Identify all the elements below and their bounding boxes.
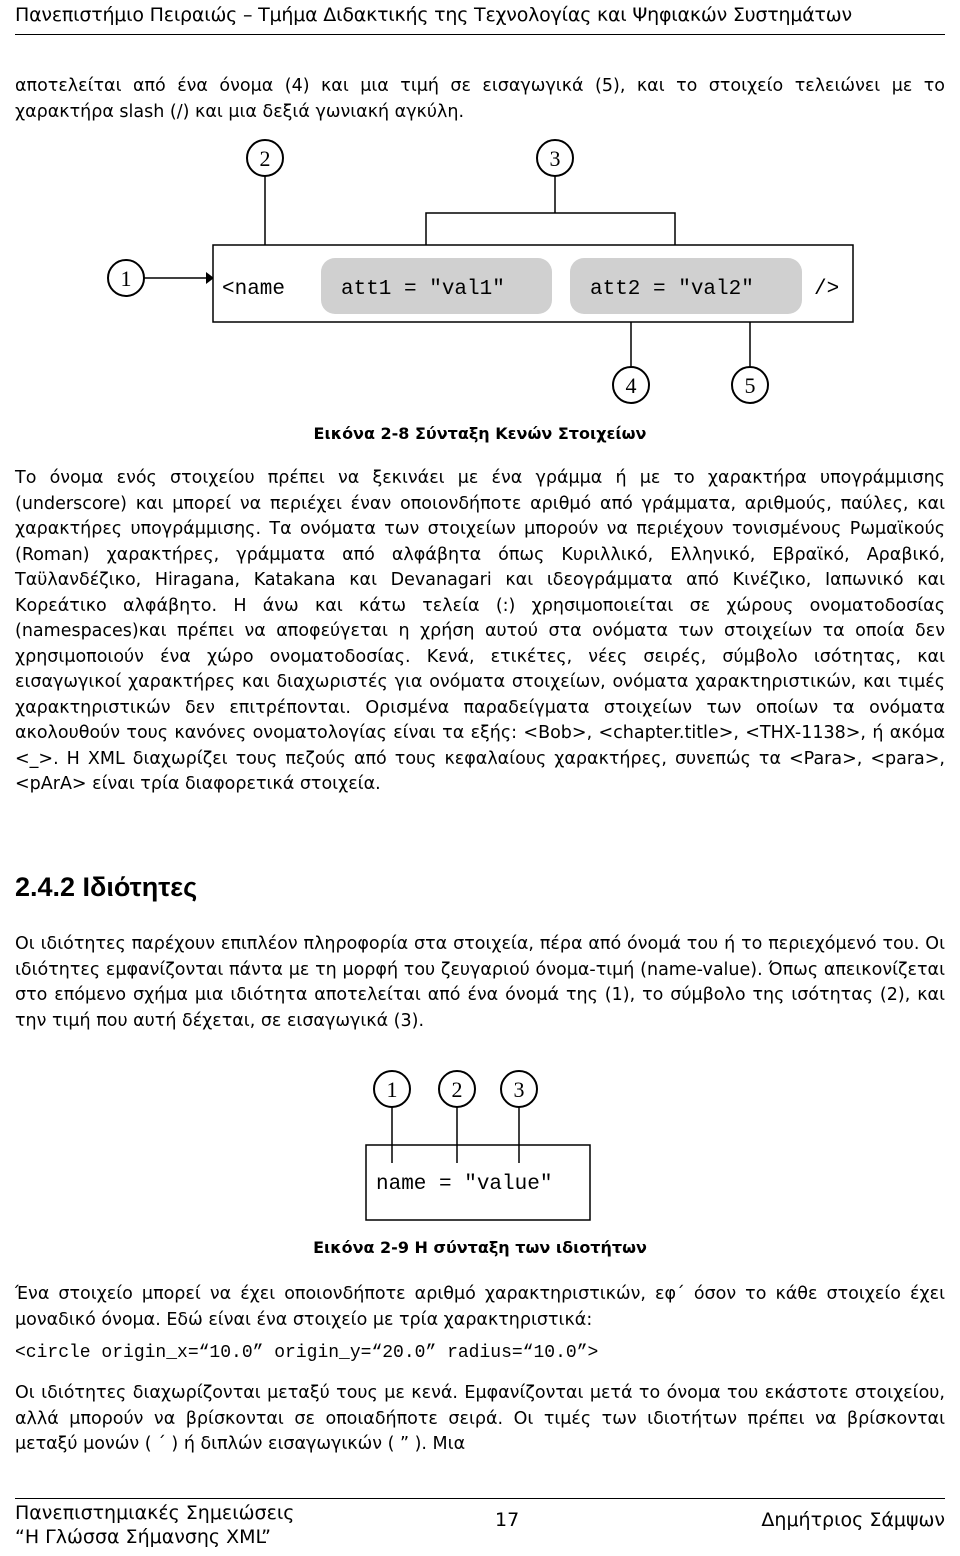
attributes-paragraph: Οι ιδιότητες παρέχουν επιπλέον πληροφορία στα στοιχεία, πέρα από όνομά του ή το περιεχόμενό του. Οι ιδιότητες εμφανίζονται πάντα με τη μορφή του ζευγαριού όνομα-τιμή (name-value). Όπως απεικονίζεται στο επόμενο σχήμα μια ιδιότητα αποτελείται από ένα όνομά της (1), το σύμβολο της ισότητας (2), και την τιμή που αυτή δέχεται, σε εισαγωγικά (3).: [15, 934, 945, 1031]
element-names-paragraph: Το όνομα ενός στοιχείου πρέπει να ξεκινάει με ένα γράμμα ή με το χαρακτήρα υπογράμμισης (underscore) και μπορεί να περιέχει έναν οποιονδήποτε αριθμό από γράμματα, αριθμούς, παύλες, και χαρακτήρες υπογράμμισης. Τα ονόματα των στοιχείων μπορούν να περιέχουν τονισμένους Ρωμαϊκούς (Roman) χαρακτήρες, γράμματα από αλφάβητα όπως Κυριλλικό, Ελληνικό, Εβραϊκό, Αραβικό, Ταϋλανδέζικο, Hiragana, Katakana και Devanagari και ιδεογράμματα από Κινέζικο, Ιαπωνικό και Κορεάτικο αλφάβητο. Η άνω και κάτω τελεία (:) χρησιμοποιείται σε χώρους ονοματοδοσίας (namespaces)και πρέπει να αποφεύγεται η χρήση αυτού στα ονόματα των στοιχείων τα οποία δεν χρησιμοποιούν ένα χώρο ονοματοδοσίας. Κενά, ετικέτες, νέες σειρές, σύμβολο ισότητας, και εισαγωγικοί χαρακτήρες και διαχωριστές για ονόματα στοιχείων, ονόματα χαρακτηριστικών, και τιμές χαρακτηριστικών δεν επιτρέπονται. Ορισμένα παραδείγματα στοιχείων των οποίων τα ονόματα ακολουθούν τους κανόνες ονοματολογίας είναι τα εξής: <Bob>, <chapter.title>, <THX-1138>, ή ακόμα <_>. Η XML διαχωρίζει τους πεζούς από τους κεφαλαίους χαρακτήρες, συνεπώς τα <Para>, <para>, <pArA> είναι τρία διαφορετικά στοιχεία.: [15, 468, 945, 794]
callout-2-label: 2: [259, 146, 271, 171]
callout-2: [247, 140, 283, 176]
attributes-order-paragraph: Οι ιδιότητες διαχωρίζονται μεταξύ τους με κενά. Εμφανίζονται μετά το όνομα του εκάστοτε στοιχείου, αλλά μπορούν να βρίσκονται σε οποιαδήποτε σειρά. Οι τιμές των ιδιοτήτων πρέπει να βρίσκονται μεταξύ μονών ( ΄ ) ή διπλών εισαγωγικών ( ” ). Μια: [15, 1383, 945, 1454]
callout-3-label: 3: [549, 146, 561, 171]
callout-5-label: 5: [744, 373, 756, 398]
attr-callout-1: [374, 1071, 410, 1107]
page-header: Πανεπιστήμιο Πειραιώς – Τμήμα Διδακτικής της Τεχνολογίας και Ψηφιακών Συστημάτων: [15, 2, 945, 35]
attr-callout-1-label: 1: [386, 1077, 398, 1102]
callout-4: [613, 367, 649, 403]
example-paragraph: Ένα στοιχείο μπορεί να έχει οποιονδήποτε αριθμό χαρακτηριστικών, εφ΄ όσον το κάθε στοιχείο έχει μοναδικό όνομα. Εδώ είναι ένα στοιχείο με τρία χαρακτηριστικά:: [15, 1284, 945, 1330]
tag-open-text: <name: [222, 278, 286, 301]
figure-2-8-caption: Εικόνα 2-8 Σύνταξη Κενών Στοιχείων: [313, 424, 647, 443]
footer-left: [15, 1501, 294, 1549]
footer-book-title: “Η Γλώσσα Σήμανσης XML”: [15, 1526, 271, 1548]
page-footer: [15, 1498, 945, 1556]
callout-3: [537, 140, 573, 176]
attr-callout-3-label: 3: [513, 1077, 525, 1102]
callout-5: [732, 367, 768, 403]
attr2-text: att2 = "val2": [590, 278, 754, 301]
attr-callout-2-label: 2: [451, 1077, 463, 1102]
callout-1-label: 1: [120, 266, 132, 291]
footer-author: Δημήτριος Σάμψων: [761, 1509, 945, 1531]
attribute-code-text: name = "value": [376, 1173, 553, 1196]
empty-element-syntax-diagram: [0, 130, 960, 410]
code-example: <circle origin_x=“10.0” origin_y=“20.0” radius=“10.0”>: [15, 1343, 599, 1363]
figure-2-9-caption: Εικόνα 2-9 Η σύνταξη των ιδιοτήτων: [313, 1238, 647, 1257]
section-heading: 2.4.2 Ιδιότητες: [15, 872, 198, 902]
footer-series: Πανεπιστημιακές Σημειώσεις: [15, 1502, 295, 1524]
attr-callout-3: [501, 1071, 537, 1107]
intro-paragraph: αποτελείται από ένα όνομα (4) και μια τιμή σε εισαγωγικά (5), και το στοιχείο τελειώνει με το χαρακτήρα slash (/) και μια δεξιά γωνιακή αγκύλη.: [15, 76, 945, 122]
callout-1: [108, 260, 144, 296]
attribute-syntax-diagram: [0, 1065, 960, 1225]
attr1-text: att1 = "val1": [341, 278, 505, 301]
callout-4-label: 4: [625, 373, 637, 398]
tag-close-text: />: [814, 278, 840, 301]
attr-callout-2: [439, 1071, 475, 1107]
page-number: 17: [495, 1509, 520, 1531]
